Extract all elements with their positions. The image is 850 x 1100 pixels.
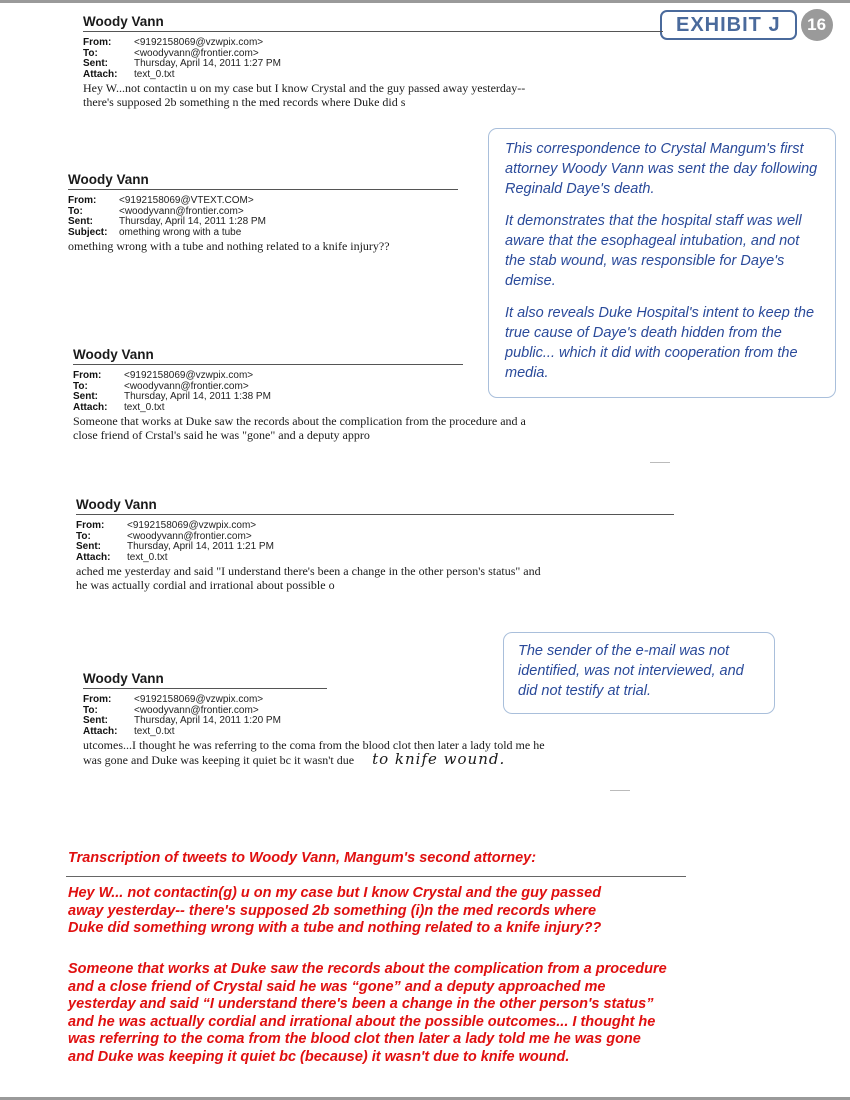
transcription-line: yesterday and said “I understand there's been a change in the other person's status” [68, 996, 654, 1012]
sender-rule [83, 688, 327, 689]
scan-artifact [650, 462, 670, 463]
email-sender: Woody Vann [68, 172, 149, 187]
transcription-rule [66, 876, 686, 877]
scan-artifact [610, 790, 630, 791]
from-label: From: [83, 37, 112, 48]
from-label: From: [73, 370, 102, 381]
sender-rule [73, 364, 463, 365]
email-body [73, 414, 773, 442]
from-label: From: [83, 694, 112, 705]
body-line: Hey W...not contactin u on my case but I know Crystal and the guy passed away yesterday-- [83, 81, 526, 95]
email-3 [73, 347, 773, 442]
body-line: ached me yesterday and said "I understand there's been a change in the other person's status" and [76, 564, 541, 578]
from-value: <9192158069@vzwpix.com> [124, 370, 254, 381]
body-line: utcomes...I thought he was referring to the coma from the blood clot then later a lady told me he [83, 738, 545, 752]
sent-label: Sent: [76, 541, 101, 552]
sent-label: Sent: [83, 58, 108, 69]
sent-label: Sent: [73, 391, 98, 402]
from-value: <9192158069@vzwpix.com> [134, 694, 264, 705]
email-headers [73, 371, 773, 413]
to-label: To: [76, 530, 91, 542]
to-value: <woodyvann@frontier.com> [124, 380, 249, 392]
attach-label: Attach: [73, 401, 108, 413]
body-line: he was actually cordial and irrational about possible o [76, 578, 335, 592]
email-2 [68, 172, 488, 253]
attach-label: Attach: [83, 725, 118, 737]
to-label: To: [73, 380, 88, 392]
body-line: close friend of Crstal's said he was "gone" and a deputy appro [73, 428, 370, 442]
sent-label: Sent: [68, 216, 93, 227]
exhibit-label: EXHIBIT J [660, 10, 797, 40]
subject-value: omething wrong with a tube [119, 226, 242, 238]
note-paragraph: It demonstrates that the hospital staff was well aware that the esophageal intubation, and not the stab wound, was responsible for Daye's demise. [505, 213, 802, 289]
sent-value: Thursday, April 14, 2011 1:21 PM [127, 541, 274, 552]
attach-value: text_0.txt [134, 725, 175, 737]
transcription-line: Someone that works at Duke saw the records about the complication from a procedure [68, 961, 667, 977]
from-label: From: [68, 195, 97, 206]
email-1 [83, 14, 783, 109]
attach-value: text_0.txt [134, 68, 175, 80]
email-4 [76, 497, 776, 592]
top-border [0, 0, 850, 3]
note-paragraph: It also reveals Duke Hospital's intent to keep the true cause of Daye's death hidden from the public... which it did with cooperation from the media. [505, 305, 815, 381]
attach-value: text_0.txt [124, 401, 165, 413]
transcription-paragraph-1 [68, 885, 768, 938]
to-label: To: [68, 205, 83, 217]
body-line-text: was gone and Duke was keeping it quiet bc it wasn't due [83, 753, 355, 767]
body-line [83, 752, 783, 767]
email-body [83, 81, 783, 109]
email-body [83, 738, 783, 767]
sender-rule [83, 31, 663, 32]
email-sender: Woody Vann [76, 497, 157, 512]
sender-rule [68, 189, 458, 190]
transcription-line: and Duke was keeping it quiet bc (because) it wasn't due to knife wound. [68, 1048, 570, 1065]
email-headers [83, 38, 783, 80]
handwritten-annotation: to knife wound. [372, 750, 506, 768]
to-label: To: [83, 704, 98, 716]
to-value: <woodyvann@frontier.com> [134, 47, 259, 59]
attach-label: Attach: [76, 551, 111, 563]
email-headers [68, 196, 488, 238]
attach-label: Attach: [83, 68, 118, 80]
sender-rule [76, 514, 674, 515]
email-sender: Woody Vann [83, 671, 164, 686]
note-paragraph: The sender of the e-mail was not identified, was not interviewed, and did not testify at trial. [518, 643, 744, 699]
to-value: <woodyvann@frontier.com> [127, 530, 252, 542]
sent-value: Thursday, April 14, 2011 1:28 PM [119, 216, 266, 227]
email-sender: Woody Vann [83, 14, 164, 29]
attach-value: text_0.txt [127, 551, 168, 563]
from-label: From: [76, 520, 105, 531]
note-paragraph: This correspondence to Crystal Mangum's first attorney Woody Vann was sent the day following Reginald Daye's death. [505, 141, 818, 197]
sent-value: Thursday, April 14, 2011 1:20 PM [134, 715, 281, 726]
exhibit-number: 16 [801, 9, 833, 41]
subject-label: Subject: [68, 226, 108, 238]
transcription-line: and he was actually cordial and irrational about the possible outcomes... I thought he [68, 1013, 656, 1030]
transcription-line: away yesterday-- there's supposed 2b something (i)n the med records where [68, 902, 597, 919]
email-headers [76, 521, 776, 563]
from-value: <9192158069@vzwpix.com> [127, 520, 257, 531]
sent-label: Sent: [83, 715, 108, 726]
sent-value: Thursday, April 14, 2011 1:27 PM [134, 58, 281, 69]
email-body [68, 239, 488, 253]
to-label: To: [83, 47, 98, 59]
body-line: omething wrong with a tube and nothing related to a knife injury?? [68, 239, 390, 253]
transcription-line: and a close friend of Crystal said he was “gone” and a deputy approached me [68, 978, 606, 995]
sent-value: Thursday, April 14, 2011 1:38 PM [124, 391, 271, 402]
to-value: <woodyvann@frontier.com> [119, 205, 244, 217]
from-value: <9192158069@VTEXT.COM> [119, 195, 254, 206]
body-line: Someone that works at Duke saw the records about the complication from the procedure and a [73, 414, 526, 428]
to-value: <woodyvann@frontier.com> [134, 704, 259, 716]
transcription-title: Transcription of tweets to Woody Vann, Mangum's second attorney: [68, 850, 537, 866]
from-value: <9192158069@vzwpix.com> [134, 37, 264, 48]
email-5 [83, 671, 783, 767]
email-headers [83, 695, 783, 737]
body-line: there's supposed 2b something n the med records where Duke did s [83, 95, 406, 109]
transcription-paragraph-2 [68, 961, 768, 1066]
email-sender: Woody Vann [73, 347, 154, 362]
transcription-line: Hey W... not contactin(g) u on my case but I know Crystal and the guy passed [68, 885, 602, 901]
email-body [76, 564, 776, 592]
transcription-line: Duke did something wrong with a tube and nothing related to a knife injury?? [68, 920, 602, 936]
transcription-line: was referring to the coma from the blood clot then later a lady told me he was gone [68, 1031, 641, 1047]
